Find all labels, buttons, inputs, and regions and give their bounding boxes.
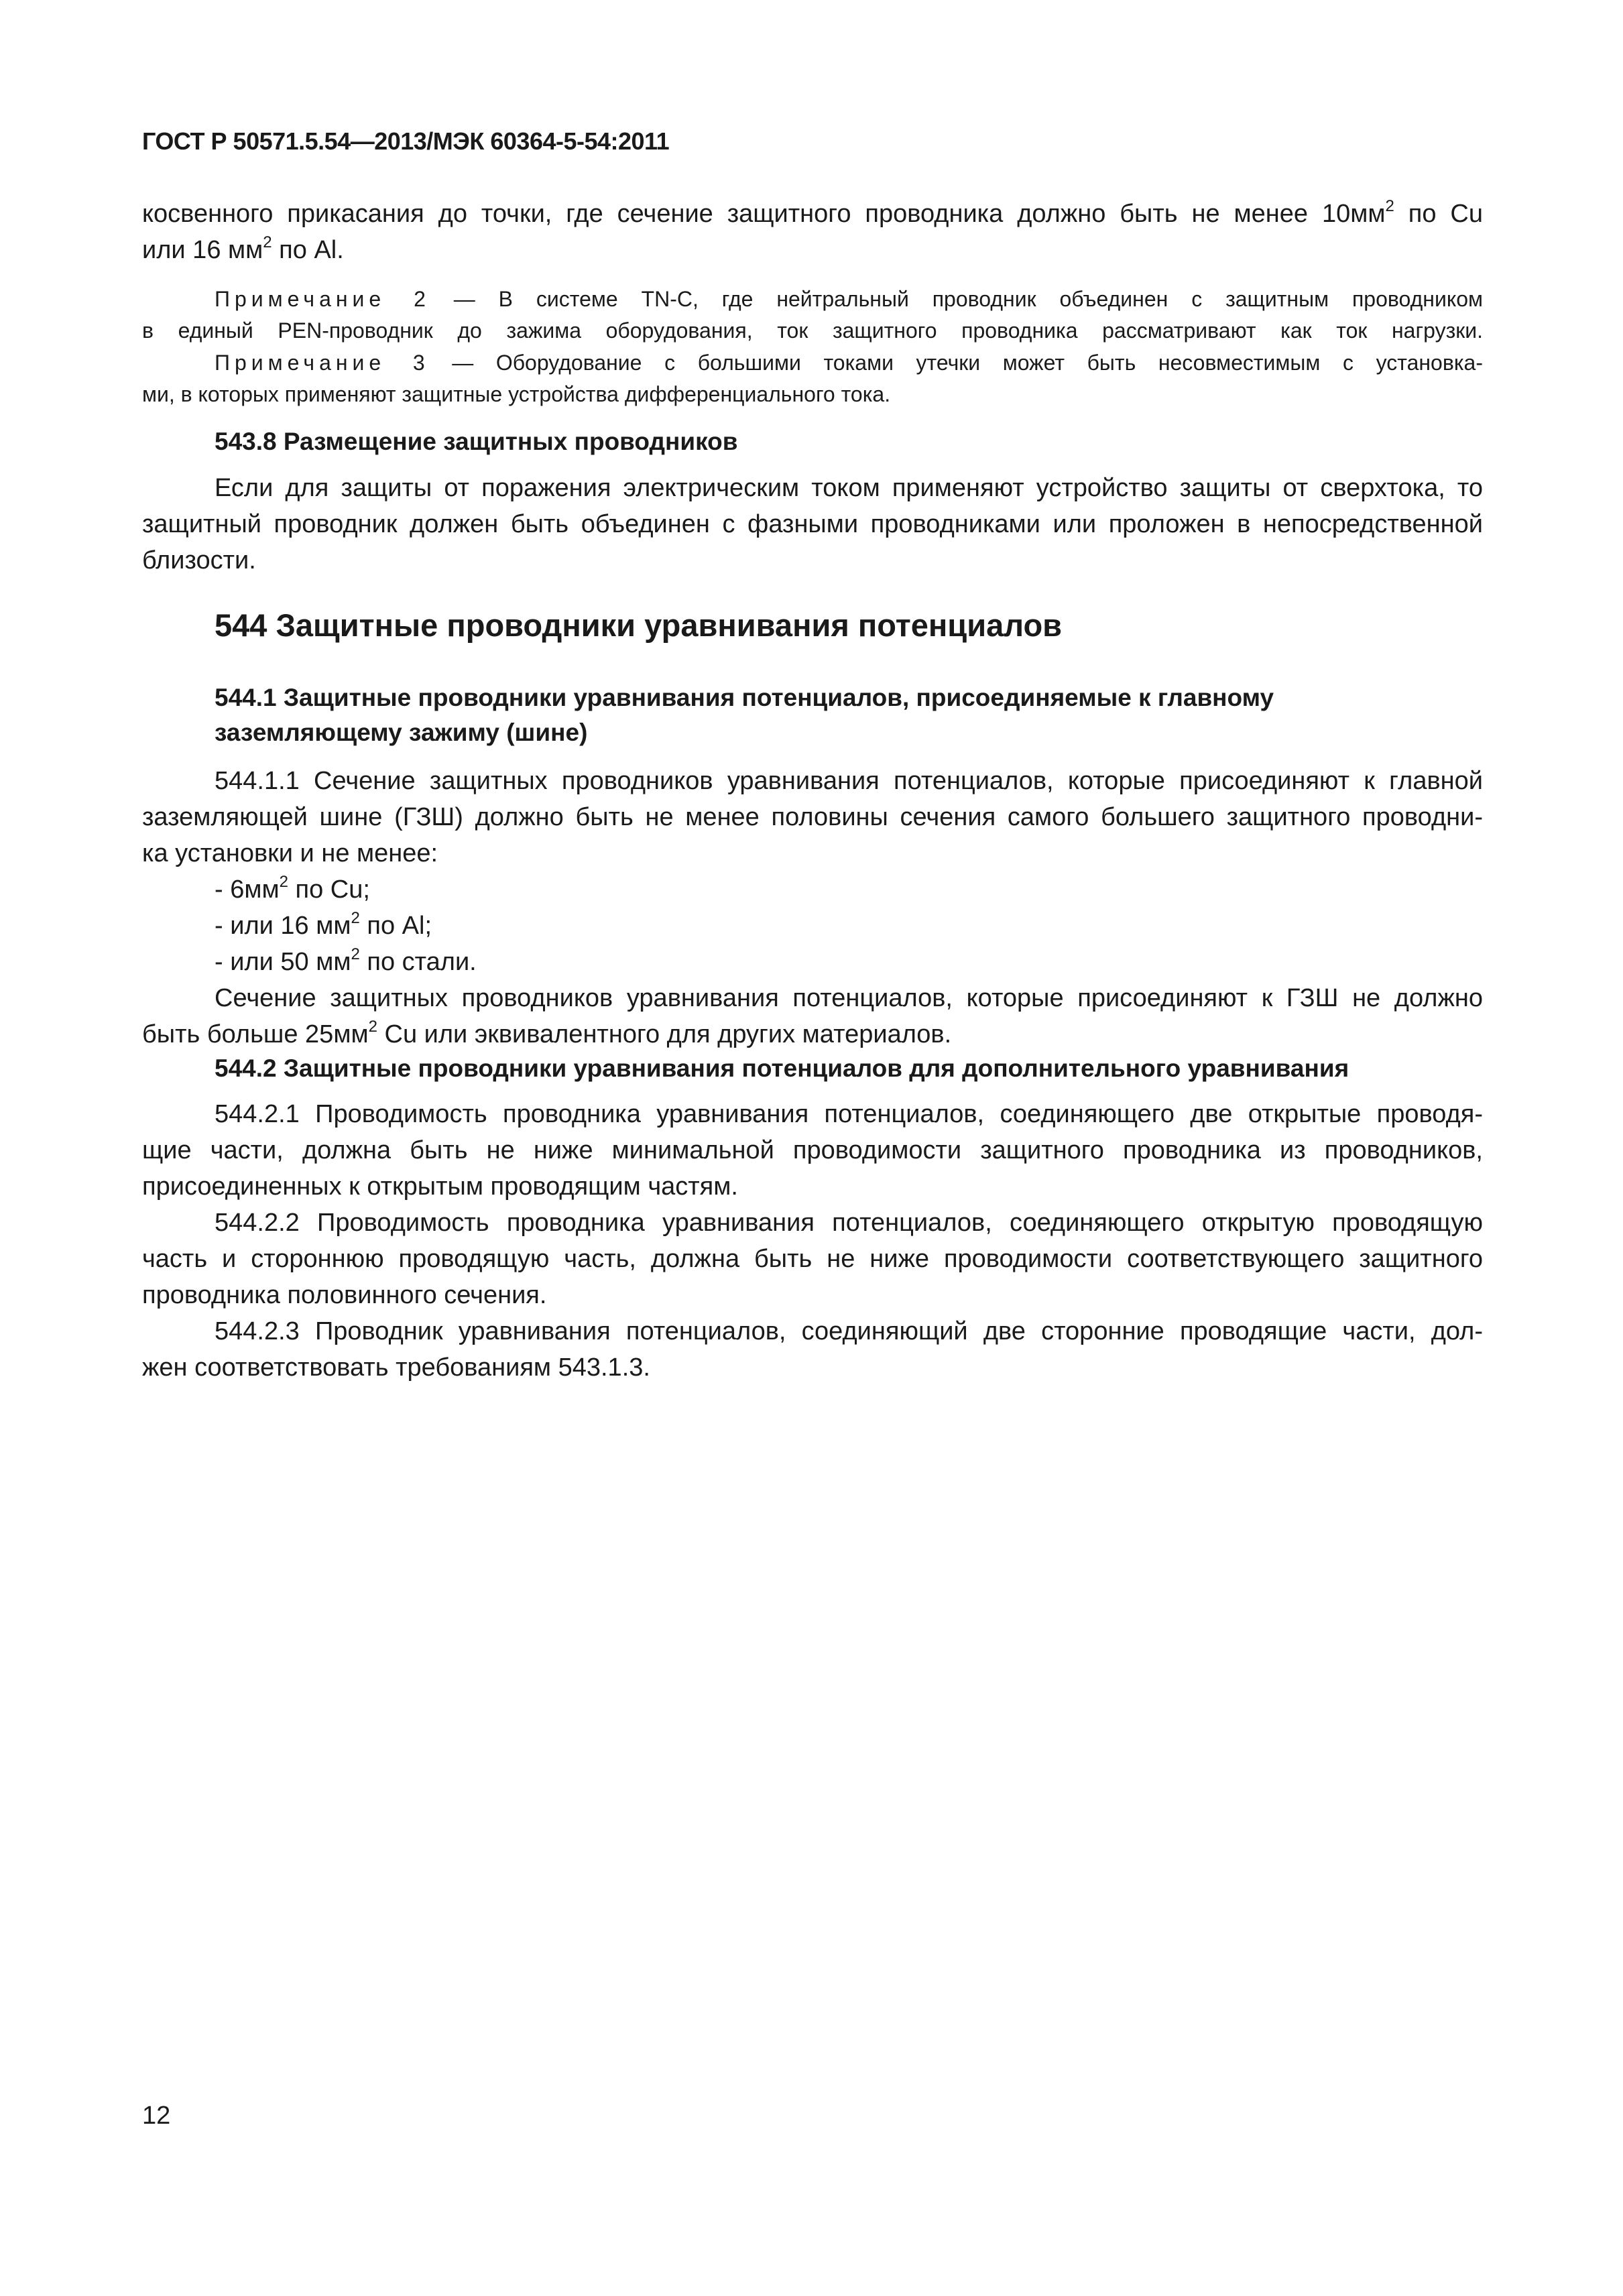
note-3 bbox=[142, 347, 1483, 410]
text-line: Примечание 3 — Оборудование с большими токами утечки может быть несовместимым с установка- bbox=[215, 351, 1484, 375]
page-number: 12 bbox=[142, 2102, 171, 2130]
heading-line: заземляющему зажиму (шине) bbox=[215, 719, 588, 746]
text-line: близости. bbox=[142, 546, 256, 575]
note-label: Примечание 2 bbox=[215, 287, 430, 311]
section-544-1-1-paragraph bbox=[142, 763, 1483, 1052]
text-line: часть и стороннюю проводящую часть, должна быть не ниже проводимости соответствующего защитного bbox=[142, 1245, 1483, 1273]
text-line: защитный проводник должен быть объединен с фазными проводниками или проложен в непосредственной bbox=[142, 510, 1483, 538]
section-544-2-paragraphs bbox=[142, 1096, 1483, 1386]
section-heading-544-1 bbox=[215, 680, 1274, 750]
list-item: - или 16 $мм^2$ по Al; bbox=[215, 909, 432, 940]
intro-paragraph bbox=[142, 196, 1483, 268]
document-header: ГОСТ Р 50571.5.54—2013/МЭК 60364-5-54:2011 bbox=[142, 127, 670, 155]
text-line: Примечание 2 — В системе TN-C, где нейтральный проводник объединен с защитным проводником bbox=[215, 287, 1484, 311]
text-line: Если для защиты от поражения электрическим током применяют устройство защиты от сверхтока, то bbox=[215, 474, 1483, 502]
text-line: ка установки и не менее: bbox=[142, 839, 438, 867]
text-line: щие части, должна быть не ниже минимальной проводимости защитного проводника из проводников, bbox=[142, 1136, 1483, 1164]
note-2 bbox=[142, 284, 1483, 347]
text-line: проводника половинного сечения. bbox=[142, 1281, 547, 1309]
section-543-8-paragraph bbox=[142, 470, 1483, 579]
list-item: - $6мм^2$ по Cu; bbox=[215, 873, 370, 904]
text-line: или 16 $мм^2$ по Al. bbox=[142, 233, 344, 264]
text-line: 544.2.3 Проводник уравнивания потенциалов, соединяющий две сторонние проводящие части, дол- bbox=[215, 1317, 1483, 1345]
text-line: 544.1.1 Сечение защитных проводников уравнивания потенциалов, которые присоединяют к главной bbox=[215, 767, 1483, 795]
text-line: 544.2.2 Проводимость проводника уравнивания потенциалов, соединяющего открытую проводящую bbox=[215, 1209, 1483, 1237]
text-line: Сечение защитных проводников уравнивания потенциалов, которые присоединяют к ГЗШ не должно bbox=[215, 984, 1483, 1012]
text-line: ми, в которых применяют защитные устройства дифференциального тока. bbox=[142, 382, 891, 406]
text-line: присоединенных к открытым проводящим частям. bbox=[142, 1172, 738, 1201]
section-heading-544-2: 544.2 Защитные проводники уравнивания потенциалов для дополнительного уравнивания bbox=[215, 1054, 1349, 1082]
text-line: косвенного прикасания до точки, где сечение защитного проводника должно быть не менее $10мм^2$ по Cu bbox=[142, 197, 1483, 228]
text-line: в единый PEN-проводник до зажима оборудования, ток защитного проводника рассматривают как ток нагрузки. bbox=[142, 318, 1483, 343]
section-heading-543-8: 543.8 Размещение защитных проводников bbox=[215, 428, 738, 455]
heading-line: 544.1 Защитные проводники уравнивания потенциалов, присоединяемые к главному bbox=[215, 684, 1274, 711]
section-heading-544: 544 Защитные проводники уравнивания потенциалов bbox=[215, 607, 1063, 643]
text-line: жен соответствовать требованиям 543.1.3. bbox=[142, 1353, 650, 1382]
text-line: 544.2.1 Проводимость проводника уравнивания потенциалов, соединяющего две открытые проводя- bbox=[215, 1100, 1483, 1128]
note-label: Примечание 3 bbox=[215, 351, 430, 375]
text-line: заземляющей шине (ГЗШ) должно быть не менее половины сечения самого большего защитного проводни- bbox=[142, 803, 1483, 831]
list-item: - или 50 $мм^2$ по стали. bbox=[215, 945, 477, 976]
text-line: быть больше $25мм^2$ Cu или эквивалентного для других материалов. bbox=[142, 1018, 952, 1048]
